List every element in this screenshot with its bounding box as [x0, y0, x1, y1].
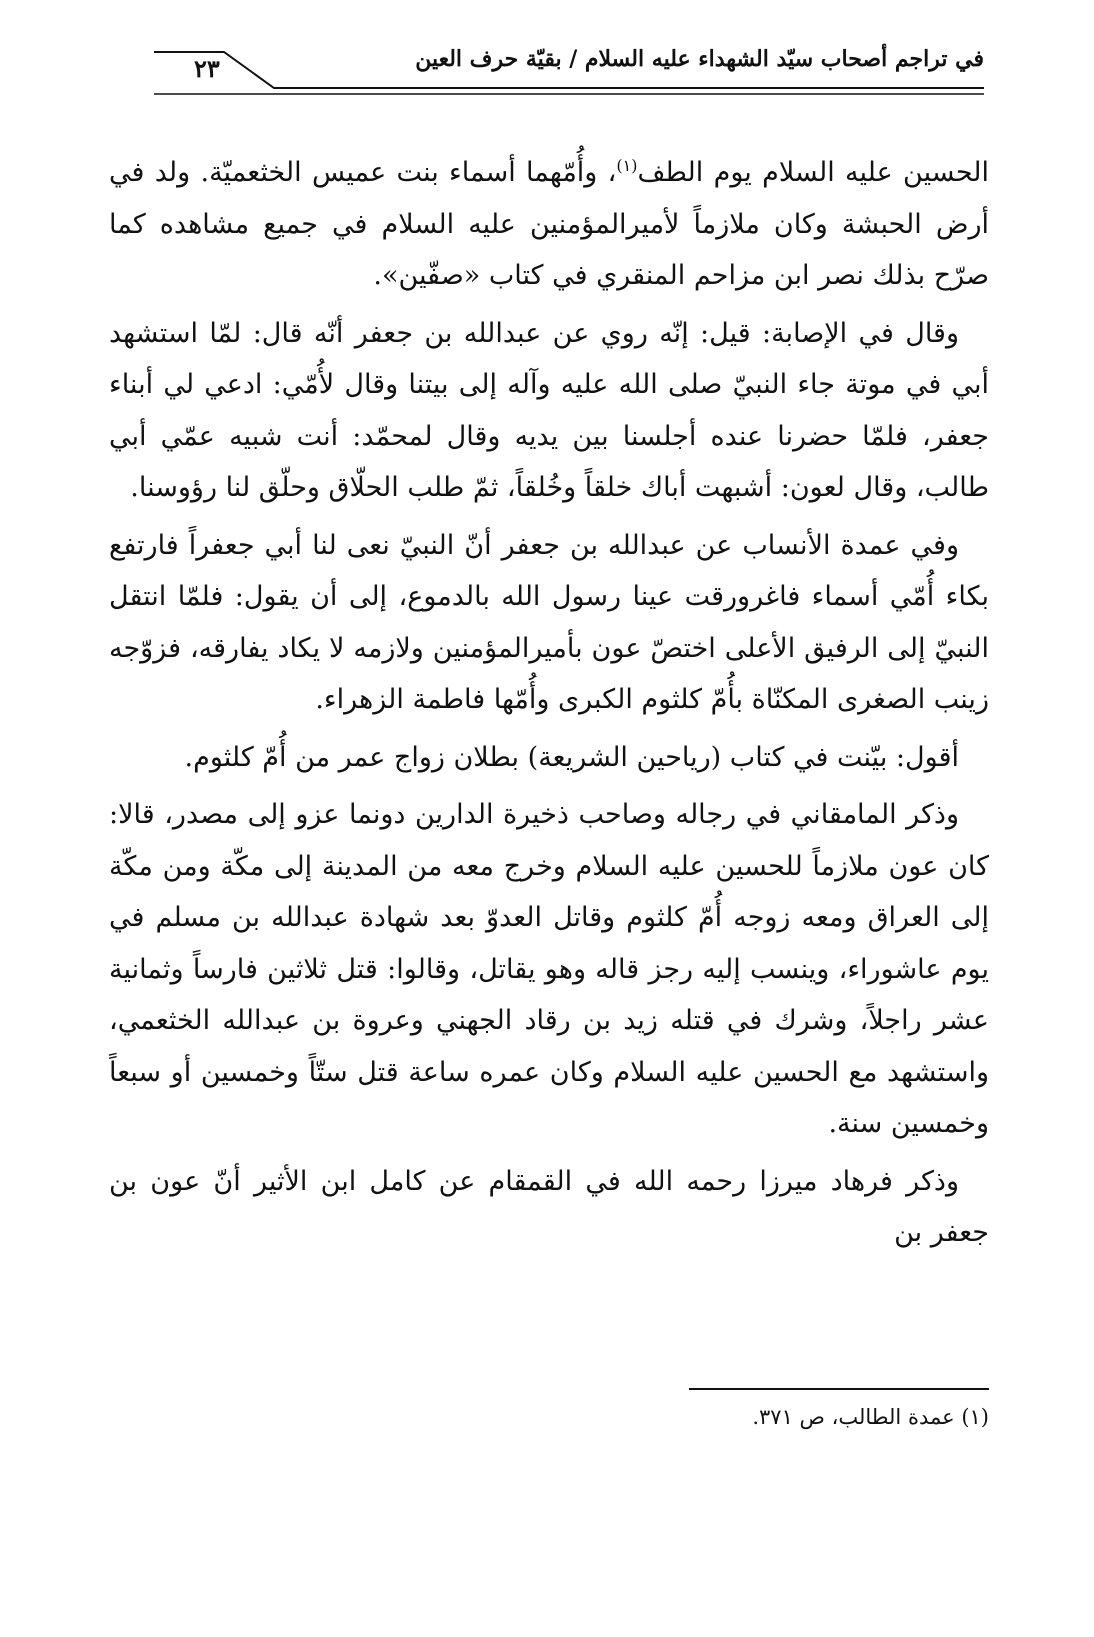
paragraph-1-rest: ، وأُمّهما أسماء بنت عميس الخثعميّة. ولد في أرض الحبشة وكان ملازماً لأميرالمؤمنين عليه السلام في جميع مشاهده كما صرّح بذلك نصر ابن مزاحم المنقري في كتاب «صفّين». [109, 157, 990, 291]
running-header [154, 42, 984, 98]
page-number: ٢٣ [194, 54, 220, 83]
paragraph-6: وذكر فرهاد ميرزا رحمه الله في القمقام عن كامل ابن الأثير أنّ عون بن جعفر بن [109, 1165, 989, 1248]
paragraph-1-start: الحسين عليه السلام يوم الطف [637, 157, 989, 188]
paragraph-3: وفي عمدة الأنساب عن عبدالله بن جعفر أنّ النبيّ نعى لنا أبي جعفراً فارتفع بكاء أُمّي أسماء فاغرورقت عينا رسول الله بالدموع، إلى أن يقول: فلمّا انتقل النبيّ إلى الرفيق الأعلى اختصّ عون بأميرالمؤمنين ولازمه لا يكاد يفارقه، فزوّجه زينب الصغرى المكنّاة بأُمّ كلثوم الكبرى وأُمّها فاطمة الزهراء. [109, 529, 989, 715]
footnote-marker[interactable]: (١) [616, 156, 638, 175]
paragraph-2: وقال في الإصابة: قيل: إنّه روي عن عبدالله بن جعفر أنّه قال: لمّا استشهد أبي في موتة جاء النبيّ صلى الله عليه وآله إلى بيتنا وقال لأُمّي: ادعي لي أبناء جعفر، فلمّا حضرنا عنده أجلسنا بين يديه وقال لمحمّد: أنت شبيه عمّي أبي طالب، وقال لعون: أشبهت أباك خلقاً وخُلقاً، ثمّ طلب الحلّاق وحلّق لنا رؤوسنا. [109, 317, 989, 503]
footnote-rule [689, 1388, 989, 1390]
paragraph-1 [109, 140, 989, 302]
paragraph-5: وذكر المامقاني في رجاله وصاحب ذخيرة الدارين دونما عزو إلى مصدر، قالا: كان عون ملازماً للحسين عليه السلام وخرج معه من المدينة إلى مكّة ومن مكّة إلى العراق ومعه زوجه أُمّ كلثوم وقاتل العدوّ بعد شهادة عبدالله بن مسلم في يوم عاشوراء، وينسب إليه رجز قاله وهو يقاتل، وقالوا: قتل ثلاثين فارساً وثمانية عشر راجلاً، وشرك في قتله زيد بن رقاد الجهني وعروة بن عبدالله الخثعمي، واستشهد مع الحسين عليه السلام وكان عمره ساعة قتل ستّاً وخمسين أو سبعاً وخمسين سنة. [109, 799, 989, 1139]
footnotes [109, 1402, 989, 1432]
header-title: في تراجم أصحاب سيّد الشهداء عليه السلام / بقيّة حرف العين [415, 46, 984, 72]
footnote-1: (١) عمدة الطالب، ص ٣٧١. [752, 1405, 989, 1429]
body-text [109, 140, 989, 1265]
paragraph-4: أقول: بيّنت في كتاب (رياحين الشريعة) بطلان زواج عمر من أُمّ كلثوم. [184, 741, 959, 773]
